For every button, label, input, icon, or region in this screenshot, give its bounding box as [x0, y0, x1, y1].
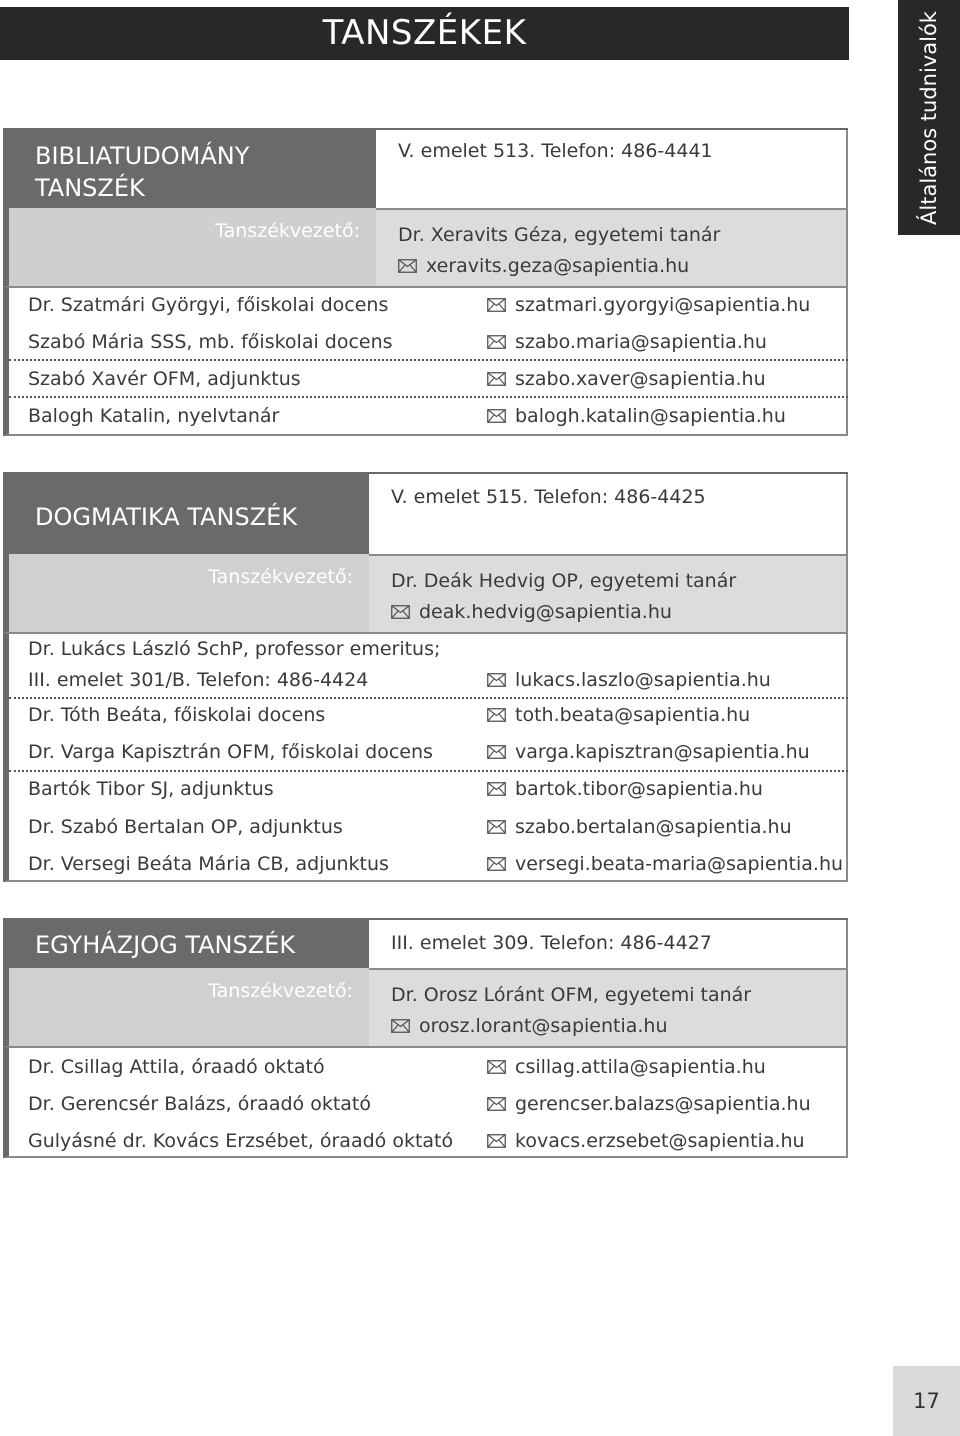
member-email-text: toth.beata@sapientia.hu: [515, 704, 751, 726]
department-head-row: [3, 208, 848, 286]
head-label: Tanszékvezető:: [3, 554, 369, 632]
member-email-text: gerencser.balazs@sapientia.hu: [515, 1093, 811, 1115]
head-info: [376, 208, 848, 286]
member-name: Dr. Tóth Beáta, főiskolai docens: [28, 704, 326, 726]
member-email-text: bartok.tibor@sapientia.hu: [515, 778, 763, 800]
member-email-text: szabo.maria@sapientia.hu: [515, 331, 767, 353]
member-name: Dr. Szatmári Györgyi, főiskolai docens: [28, 294, 389, 316]
member-name: Dr. Gerencsér Balázs, óraadó oktató: [28, 1093, 371, 1115]
department-name-line: TANSZÉK: [35, 174, 145, 202]
department-location: III. emelet 309. Telefon: 486-4427: [369, 920, 848, 970]
head-email: xeravits.geza@sapientia.hu: [426, 255, 690, 277]
envelope-icon: [487, 1134, 506, 1148]
member-email-text: szatmari.gyorgyi@sapientia.hu: [515, 294, 811, 316]
department-location: V. emelet 515. Telefon: 486-4425: [369, 474, 848, 556]
head-name: Dr. Deák Hedvig OP, egyetemi tanár: [391, 570, 737, 592]
member-email[interactable]: [487, 405, 786, 427]
envelope-icon: [487, 372, 506, 386]
member-email[interactable]: [487, 669, 771, 691]
member-email-text: szabo.bertalan@sapientia.hu: [515, 816, 792, 838]
dotted-divider: [9, 359, 848, 361]
department-name: [3, 474, 369, 556]
envelope-icon: [487, 782, 506, 796]
member-name: Szabó Xavér OFM, adjunktus: [28, 368, 301, 390]
member-email[interactable]: [487, 294, 810, 316]
department-egyhazjog: [3, 918, 848, 1158]
dotted-divider: [9, 396, 848, 398]
envelope-icon: [487, 673, 506, 687]
member-email[interactable]: [487, 1130, 805, 1152]
member-name: Szabó Mária SSS, mb. főiskolai docens: [28, 331, 393, 353]
department-name: [3, 920, 369, 970]
member-name: Bartók Tibor SJ, adjunktus: [28, 778, 274, 800]
member-email[interactable]: [487, 1093, 811, 1115]
department-head-row: [3, 968, 848, 1046]
head-label: Tanszékvezető:: [3, 968, 369, 1046]
department-bibliatudomany: [3, 128, 848, 436]
member-email-text: szabo.xaver@sapientia.hu: [515, 368, 766, 390]
page-title: TANSZÉKEK: [0, 7, 849, 60]
head-email: deak.hedvig@sapientia.hu: [419, 601, 672, 623]
envelope-icon: [487, 820, 506, 834]
member-email-text: lukacs.laszlo@sapientia.hu: [515, 669, 771, 691]
department-dogmatika: [3, 472, 848, 882]
envelope-icon: [487, 745, 506, 759]
department-header: [3, 472, 848, 556]
member-email[interactable]: [487, 816, 792, 838]
member-name: Gulyásné dr. Kovács Erzsébet, óraadó oktató: [28, 1130, 454, 1152]
member-email-text: balogh.katalin@sapientia.hu: [515, 405, 786, 427]
department-head-row: [3, 554, 848, 632]
member-email[interactable]: [487, 778, 763, 800]
head-name: Dr. Xeravits Géza, egyetemi tanár: [398, 224, 721, 246]
department-name-line: DOGMATIKA TANSZÉK: [35, 503, 298, 531]
department-header: [3, 128, 848, 210]
side-tab: [898, 0, 960, 235]
member-email[interactable]: [487, 368, 766, 390]
department-name-line: EGYHÁZJOG TANSZÉK: [35, 931, 296, 959]
envelope-icon: [487, 708, 506, 722]
member-list: [3, 632, 848, 882]
member-name: Dr. Csillag Attila, óraadó oktató: [28, 1056, 325, 1078]
member-email-text: csillag.attila@sapientia.hu: [515, 1056, 766, 1078]
envelope-icon: [398, 259, 417, 273]
head-info: [369, 554, 848, 632]
dotted-divider: [9, 770, 848, 772]
member-email[interactable]: [487, 1056, 766, 1078]
member-name: Dr. Varga Kapisztrán OFM, főiskolai docens: [28, 741, 433, 763]
member-name: Dr. Szabó Bertalan OP, adjunktus: [28, 816, 343, 838]
head-email-line[interactable]: [391, 597, 846, 628]
member-email[interactable]: [487, 331, 767, 353]
envelope-icon: [487, 409, 506, 423]
member-list: [3, 1046, 848, 1158]
envelope-icon: [487, 857, 506, 871]
member-email[interactable]: [487, 704, 750, 726]
head-email-line[interactable]: [391, 1011, 846, 1042]
envelope-icon: [391, 605, 410, 619]
page-number: 17: [893, 1366, 960, 1436]
envelope-icon: [391, 1019, 410, 1033]
head-label: Tanszékvezető:: [3, 208, 376, 286]
side-tab-label: Általános tudnivalók: [917, 10, 941, 225]
envelope-icon: [487, 1060, 506, 1074]
member-email-text: versegi.beata-maria@sapientia.hu: [515, 853, 844, 875]
member-email-text: varga.kapisztran@sapientia.hu: [515, 741, 810, 763]
department-name-line: BIBLIATUDOMÁNY: [35, 142, 250, 170]
department-header: [3, 918, 848, 970]
head-name: Dr. Orosz Lóránt OFM, egyetemi tanár: [391, 984, 752, 1006]
member-email[interactable]: [487, 741, 810, 763]
member-name: Dr. Versegi Beáta Mária CB, adjunktus: [28, 853, 389, 875]
dotted-divider: [9, 697, 848, 699]
head-info: [369, 968, 848, 1046]
head-email-line[interactable]: [398, 251, 846, 282]
department-location: V. emelet 513. Telefon: 486-4441: [376, 130, 848, 210]
member-name: Dr. Lukács László SchP, professor emeritus;: [28, 638, 441, 660]
member-name: III. emelet 301/B. Telefon: 486-4424: [28, 669, 369, 691]
member-list: [3, 286, 848, 436]
envelope-icon: [487, 335, 506, 349]
member-name: Balogh Katalin, nyelvtanár: [28, 405, 280, 427]
envelope-icon: [487, 1097, 506, 1111]
department-name: [3, 130, 376, 210]
member-email-text: kovacs.erzsebet@sapientia.hu: [515, 1130, 805, 1152]
head-email: orosz.lorant@sapientia.hu: [419, 1015, 668, 1037]
envelope-icon: [487, 298, 506, 312]
member-email[interactable]: [487, 853, 843, 875]
